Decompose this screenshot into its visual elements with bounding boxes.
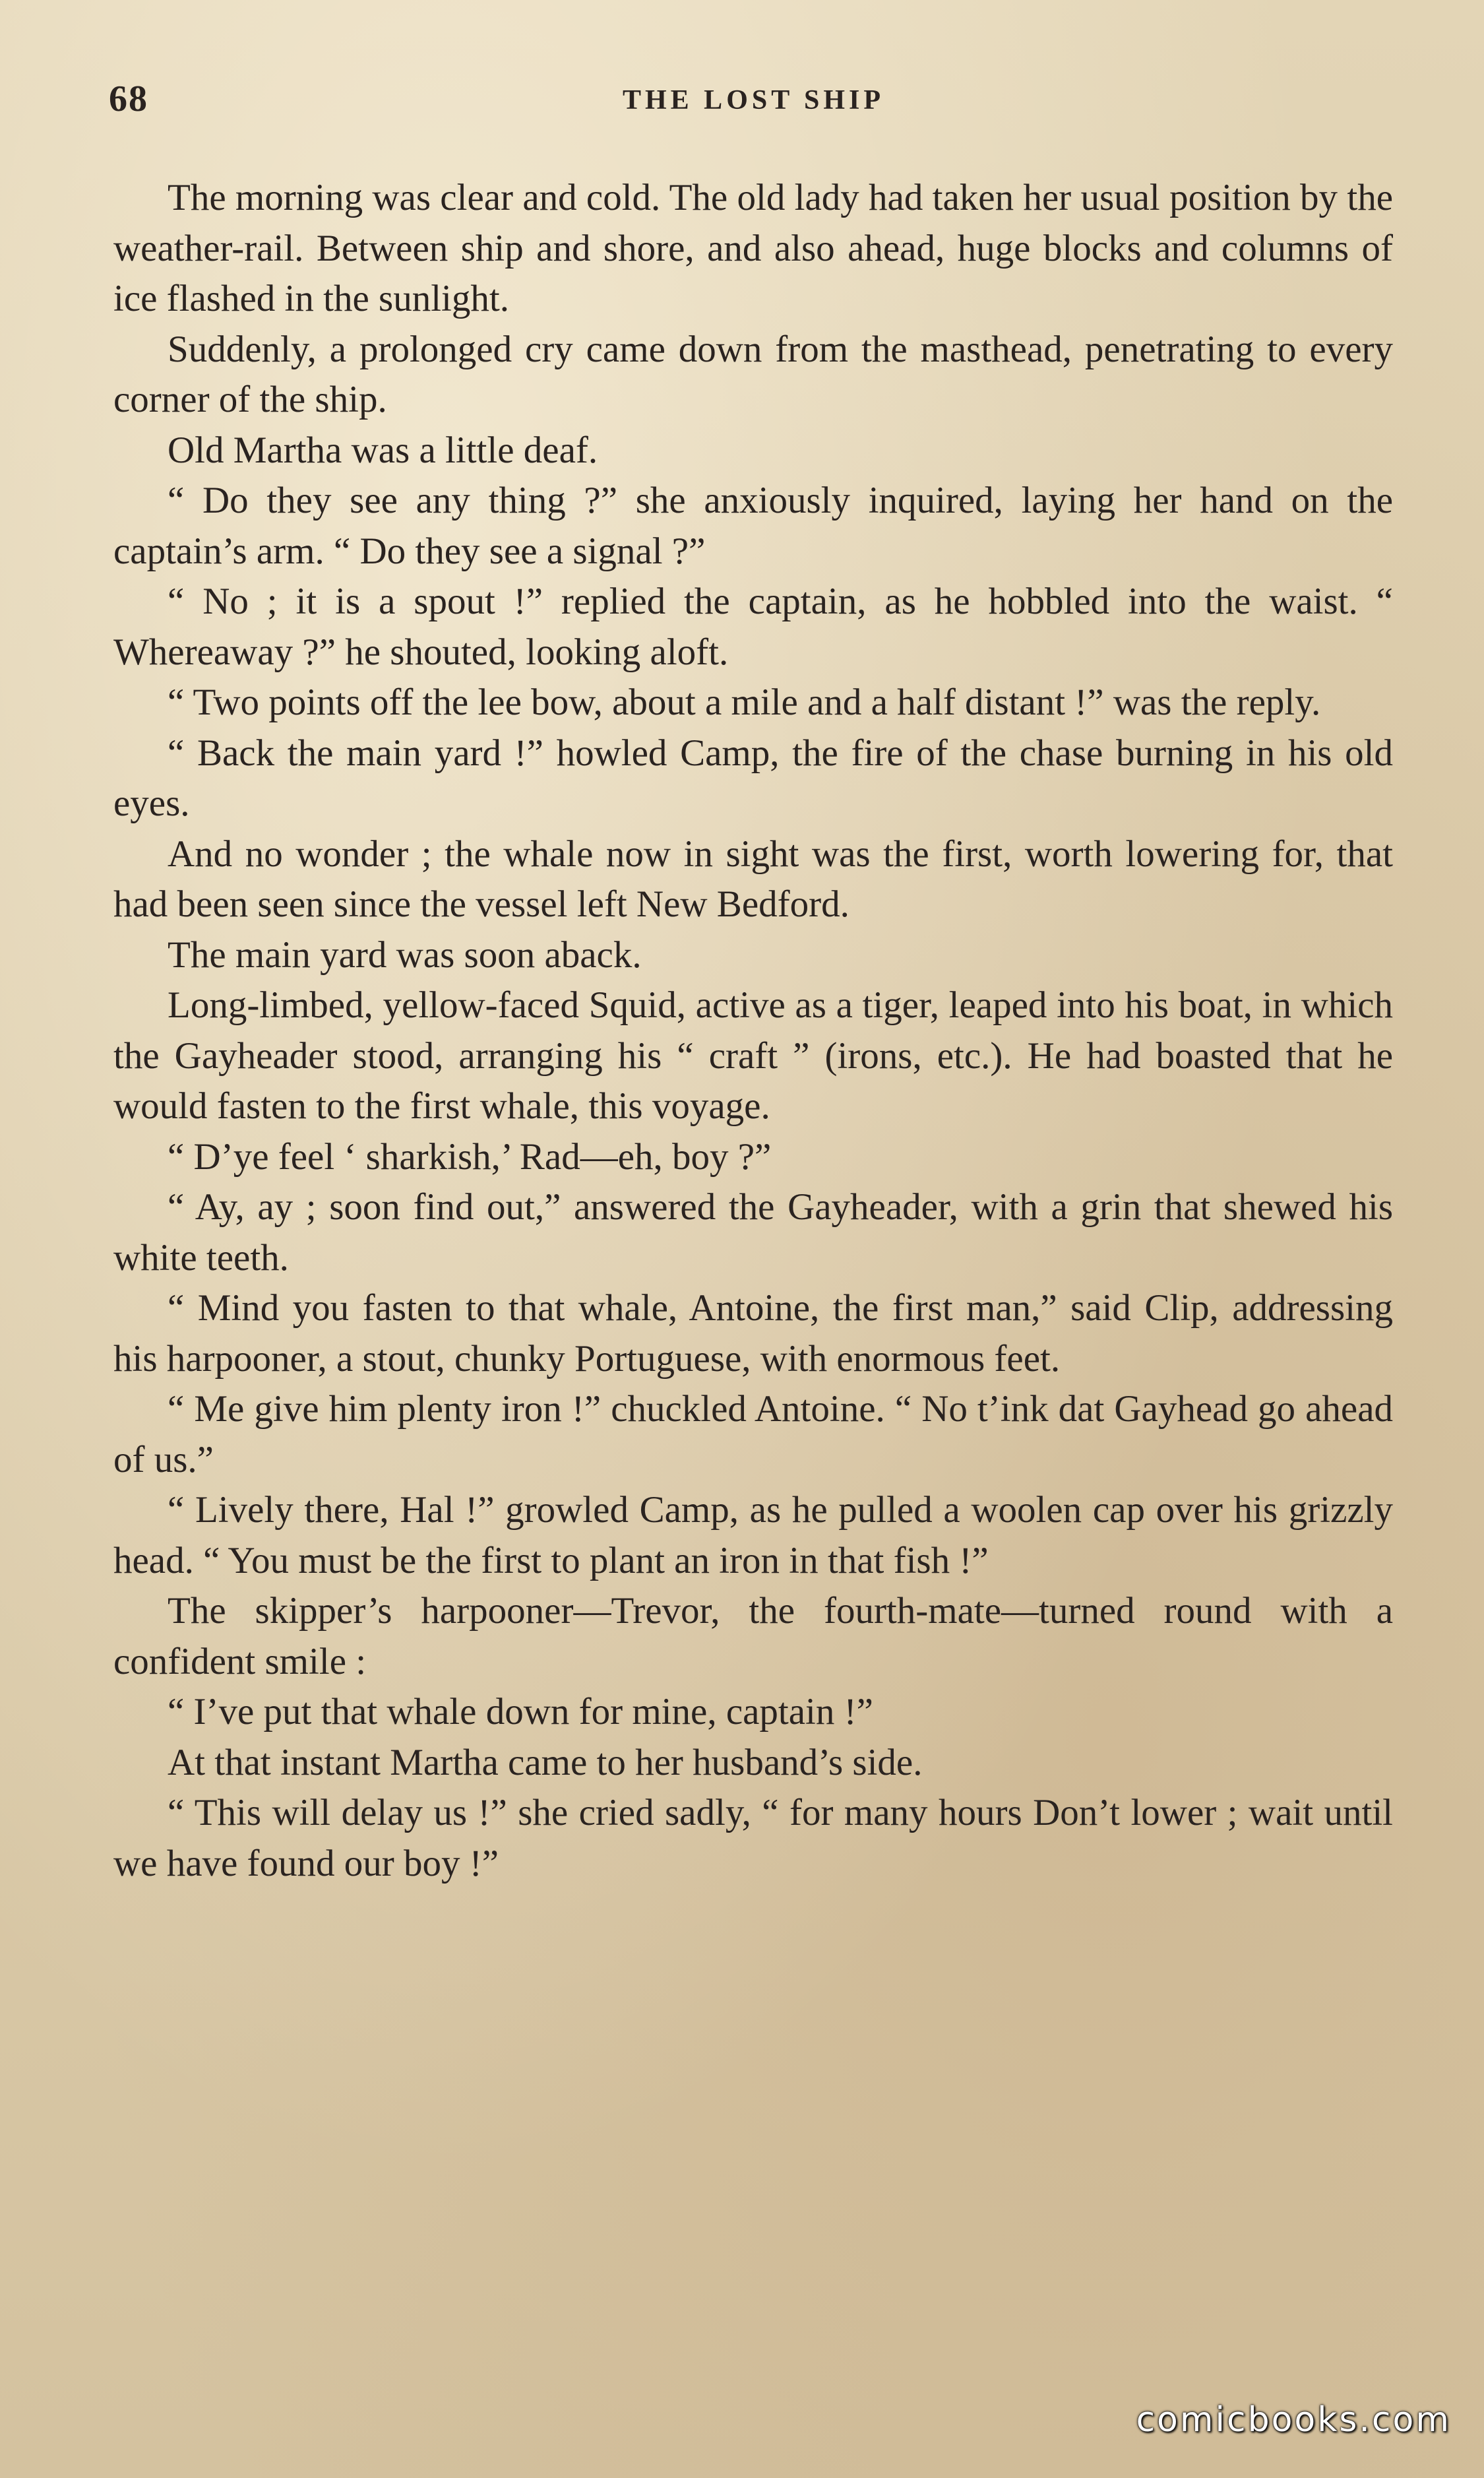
- paragraph: “ Back the main yard !” howled Camp, the fire of the chase burning in his old eyes.: [113, 732, 1393, 824]
- paragraph: Old Martha was a little deaf.: [168, 429, 598, 471]
- paragraph: At that instant Martha came to her husband’s side.: [168, 1741, 923, 1783]
- running-head: THE LOST SHIP: [622, 85, 885, 115]
- paragraph: “ This will delay us !” she cried sadly, “ for many hours Don’t lower ; wait until we have found our boy !”: [113, 1792, 1393, 1884]
- paragraph: “ Lively there, Hal !” growled Camp, as he pulled a woolen cap over his grizzly head. “ You must be the first to plant an iron in that fish !”: [113, 1489, 1393, 1581]
- paragraph: “ Do they see any thing ?” she anxiously inquired, laying her hand on the captain’s arm. “ Do they see a signal ?”: [113, 480, 1393, 572]
- page-number: 68: [109, 79, 148, 119]
- paragraph: “ Mind you fasten to that whale, Antoine, the first man,” said Clip, addressing his harpooner, a stout, chunky Portuguese, with enormous feet.: [113, 1287, 1393, 1380]
- paragraph: Suddenly, a prolonged cry came down from the masthead, penetrating to every corner of the ship.: [113, 328, 1393, 420]
- paragraph: The main yard was soon aback.: [168, 934, 642, 976]
- paragraph: “ Me give him plenty iron !” chuckled Antoine. “ No t’ink dat Gayhead go ahead of us.”: [113, 1388, 1393, 1480]
- paragraph: “ D’ye feel ‘ sharkish,’ Rad—eh, boy ?”: [168, 1135, 772, 1178]
- page-header: [109, 78, 1398, 124]
- paragraph: And no wonder ; the whale now in sight was the first, worth lowering for, that had been seen since the vessel left New Bedford.: [113, 833, 1393, 925]
- paragraph: “ Ay, ay ; soon find out,” answered the Gayheader, with a grin that shewed his white teeth.: [113, 1186, 1393, 1279]
- paragraph: The skipper’s harpooner—Trevor, the fourth-mate—turned round with a confident smile :: [113, 1590, 1393, 1682]
- body-text: [113, 173, 1393, 1889]
- paragraph: “ Two points off the lee bow, about a mile and a half distant !” was the reply.: [168, 682, 1321, 723]
- paragraph: The morning was clear and cold. The old lady had taken her usual position by the weather-rail. Between ship and shore, and also ahead, huge blocks and columns of ice flashed in the sunlight.: [113, 177, 1393, 319]
- paragraph: “ No ; it is a spout !” replied the captain, as he hobbled into the waist. “ Whereaway ?” he shouted, looking aloft.: [113, 581, 1393, 673]
- watermark: comicbooks.com: [1136, 2400, 1451, 2440]
- paragraph: “ I’ve put that whale down for mine, captain !”: [168, 1691, 873, 1732]
- paragraph: Long-limbed, yellow-faced Squid, active as a tiger, leaped into his boat, in which the Gayheader stood, arranging his “ craft ” (irons, etc.). He had boasted that he would fasten to the first whale, this voyage.: [113, 984, 1393, 1127]
